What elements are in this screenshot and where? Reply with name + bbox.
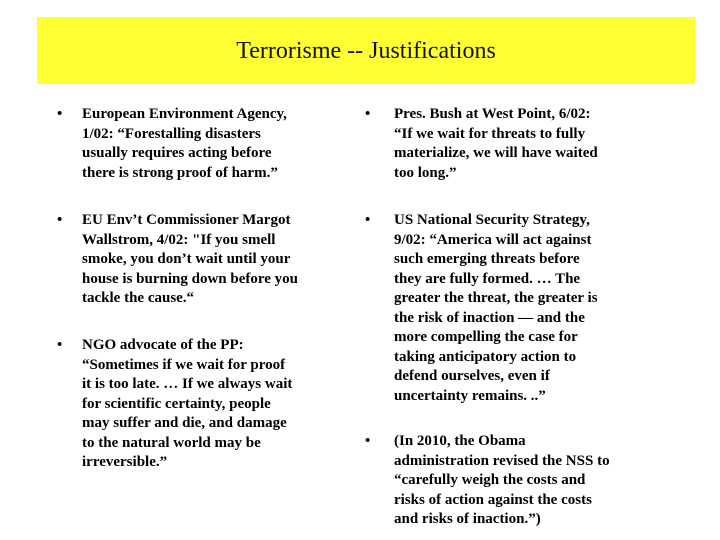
text-line: to the natural world may be	[82, 434, 261, 451]
text-line: taking anticipatory action to	[394, 348, 577, 365]
quote-text	[394, 432, 694, 530]
text-line: Wallstrom, 4/02: "If you smell	[82, 231, 276, 248]
text-line: Pres. Bush at West Point, 6/02:	[394, 106, 591, 122]
bullet-icon: •	[57, 106, 63, 122]
text-line: 1/02: “Forestalling disasters	[82, 125, 261, 142]
text-line: it is too late. … If we always wait	[82, 376, 293, 392]
text-line: usually requires acting before	[82, 145, 272, 161]
text-line: more compelling the case for	[394, 329, 578, 345]
text-line: defend ourselves, even if	[394, 368, 550, 384]
text-line: “carefully weigh the costs and	[394, 472, 586, 488]
bullet-icon: •	[365, 433, 371, 449]
text-line: tackle the cause.“	[82, 290, 195, 306]
bullet-icon: •	[365, 212, 371, 228]
text-line: US National Security Strategy,	[394, 212, 590, 228]
bullet-icon: •	[365, 106, 371, 122]
text-line: “If we wait for threats to fully	[394, 125, 586, 142]
text-line: uncertainty remains. ..”	[394, 387, 546, 404]
text-line: materialize, we will have waited	[394, 145, 598, 161]
text-line: “Sometimes if we wait for proof	[82, 356, 286, 373]
quote-text	[394, 105, 694, 183]
text-line: EU Env’t Commissioner Margot	[82, 212, 291, 228]
text-line: may suffer and die, and damage	[82, 415, 287, 431]
title-banner	[37, 17, 695, 84]
text-line: European Environment Agency,	[82, 106, 287, 122]
quote-text	[82, 211, 372, 309]
text-line: such emerging threats before	[394, 251, 580, 267]
text-line: (In 2010, the Obama	[394, 433, 526, 449]
quote-text	[82, 105, 372, 183]
text-line: greater the threat, the greater is	[394, 290, 598, 306]
text-line: irreversible.”	[82, 454, 168, 470]
text-line: administration revised the NSS to	[394, 452, 610, 469]
text-line: risks of action against the costs	[394, 491, 592, 508]
bullet-icon: •	[57, 337, 63, 353]
text-line: 9/02: “America will act against	[394, 231, 592, 248]
text-line: smoke, you don’t wait until your	[82, 251, 291, 267]
text-line: house is burning down before you	[82, 270, 299, 287]
text-line: they are fully formed. … The	[394, 270, 581, 287]
text-line: NGO advocate of the PP:	[82, 337, 244, 353]
quote-text	[394, 211, 694, 406]
text-line: for scientific certainty, people	[82, 395, 271, 412]
text-line: and risks of inaction.”)	[394, 511, 541, 527]
text-line: there is strong proof of harm.”	[82, 164, 278, 181]
slide-title: Terrorisme -- Justifications	[236, 38, 496, 64]
text-line: the risk of inaction — and the	[394, 309, 585, 326]
text-line: too long.”	[394, 164, 457, 181]
quote-text	[82, 336, 372, 473]
bullet-icon: •	[57, 212, 63, 228]
